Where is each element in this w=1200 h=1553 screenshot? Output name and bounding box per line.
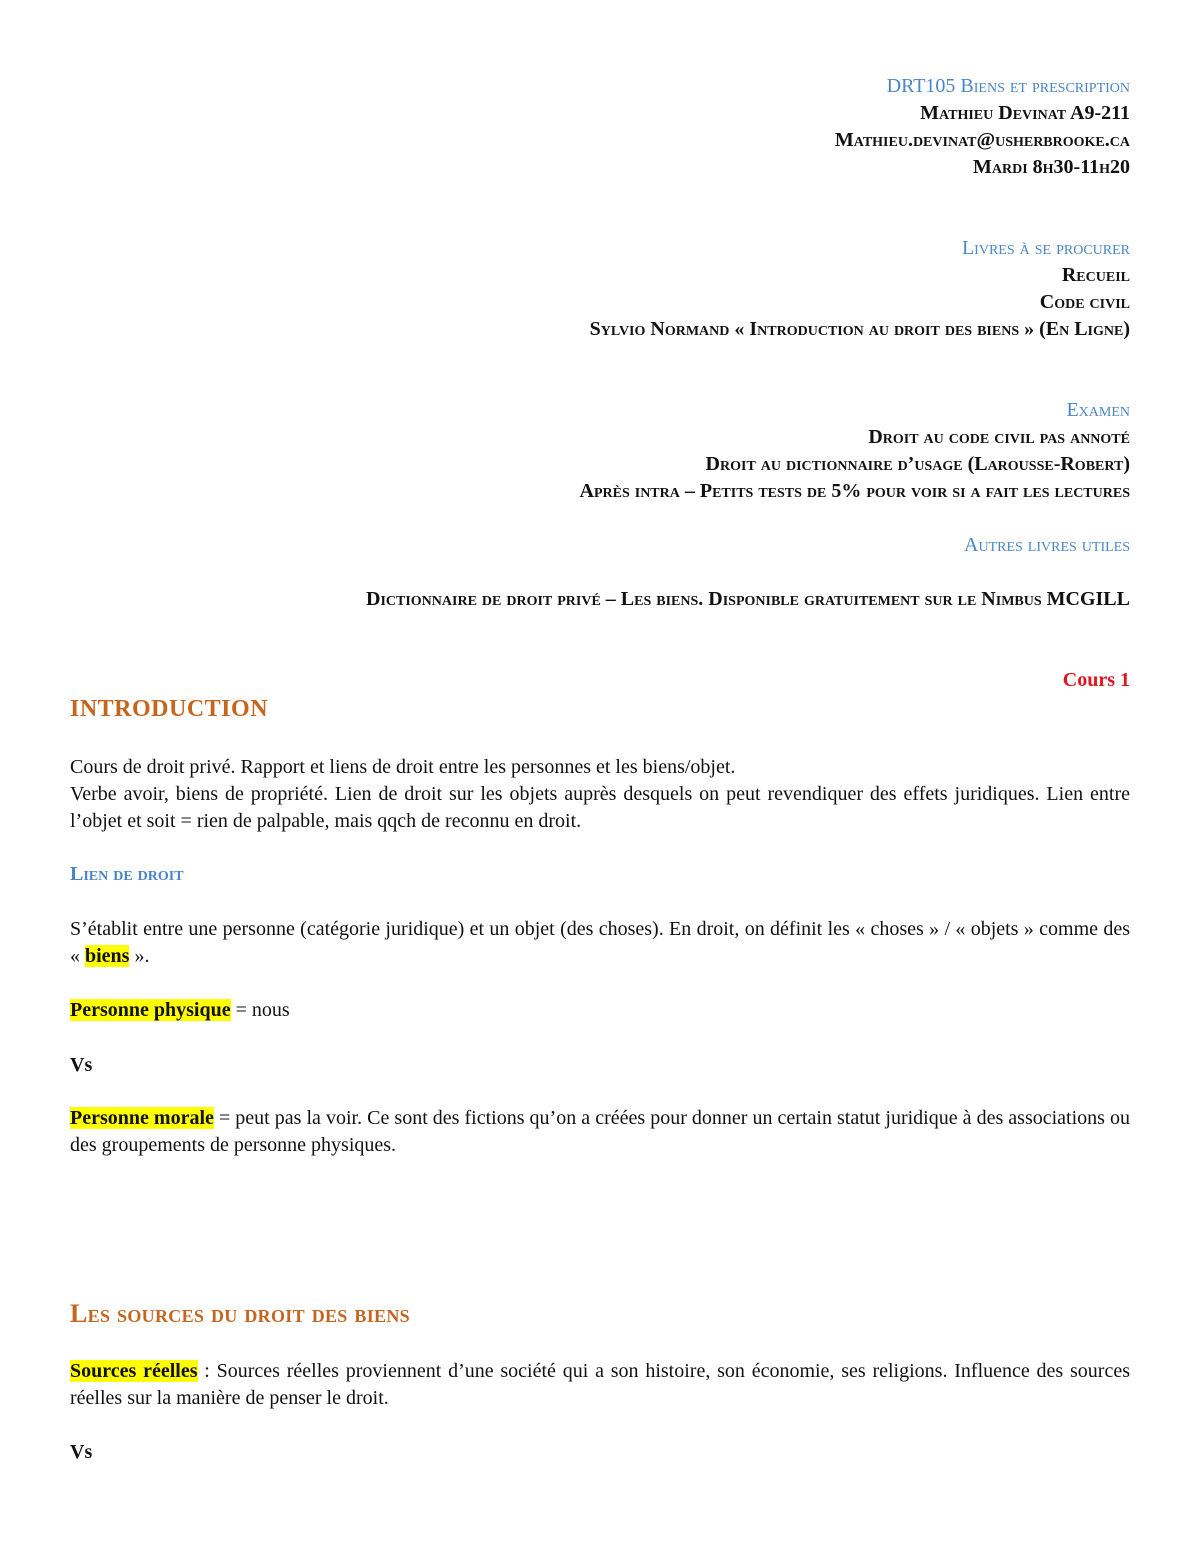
lien-text-after: ». <box>129 945 150 967</box>
intro-paragraph-2: Verbe avoir, biens de propriété. Lien de droit sur les objets auprès desquels on peut revendiquer des effets juridiques. Lien entre l’objet et soit = rien de palpable, mais qqch de reconnu en droit. <box>70 783 1130 832</box>
personne-physique-label: Personne physique <box>70 999 231 1021</box>
personne-morale-text: = peut pas la voir. Ce sont des fictions qu’on a créées pour donner un certain statut juridique à des associations ou des groupements de personne physiques. <box>70 1107 1130 1156</box>
intro-paragraph-1: Cours de droit privé. Rapport et liens de droit entre les personnes et les biens/objet. <box>70 756 736 778</box>
sources-reelles-paragraph <box>70 1358 1130 1412</box>
personne-physique-paragraph <box>70 997 1130 1024</box>
books-heading: Livres à se procurer <box>961 237 1130 259</box>
other-books-heading: Autres livres utiles <box>964 534 1130 556</box>
exam-item-2: Droit au dictionnaire d’usage (Larousse-Robert) <box>705 453 1130 475</box>
lien-paragraph <box>70 916 1130 970</box>
personne-morale-paragraph <box>70 1105 1130 1159</box>
sources-heading: Les sources du droit des biens <box>70 1299 410 1328</box>
book-item-3: Sylvio Normand « Introduction au droit des biens » (En Ligne) <box>589 318 1130 340</box>
vs-label-2: Vs <box>70 1441 93 1463</box>
other-book-item: Dictionnaire de droit privé – Les biens. Disponible gratuitement sur le Nimbus MCGILL <box>366 588 1130 610</box>
sources-reelles-text: : Sources réelles proviennent d’une société qui a son histoire, son économie, ses religions. Influence des sources réelles sur la manière de penser le droit. <box>70 1360 1130 1409</box>
professor-line: Mathieu Devinat A9-211 <box>920 102 1130 124</box>
course-number-label: Cours 1 <box>1062 669 1130 691</box>
introduction-heading: INTRODUCTION <box>70 696 269 722</box>
lien-text-before: S’établit entre une personne (catégorie juridique) et un objet (des choses). En droit, on définit les « choses » / « objets » comme des « <box>70 918 1130 967</box>
exam-item-1: Droit au code civil pas annoté <box>868 426 1130 448</box>
book-item-2: Code civil <box>1039 291 1130 313</box>
vs-label-1: Vs <box>70 1054 93 1076</box>
exam-heading: Examen <box>1066 399 1130 421</box>
book-item-1: Recueil <box>1061 264 1130 286</box>
email-line: Mathieu.devinat@usherbrooke.ca <box>834 129 1130 151</box>
sources-reelles-label: Sources réelles <box>70 1360 198 1382</box>
schedule-line: Mardi 8h30-11h20 <box>973 156 1130 178</box>
personne-physique-text: = nous <box>230 999 290 1021</box>
lien-de-droit-heading: Lien de droit <box>70 863 184 885</box>
personne-morale-label: Personne morale <box>70 1107 214 1129</box>
course-title: DRT105 Biens et prescription <box>886 75 1130 97</box>
exam-item-3: Après intra – Petits tests de 5% pour voir si a fait les lectures <box>579 480 1130 502</box>
biens-highlight: biens <box>85 945 130 967</box>
